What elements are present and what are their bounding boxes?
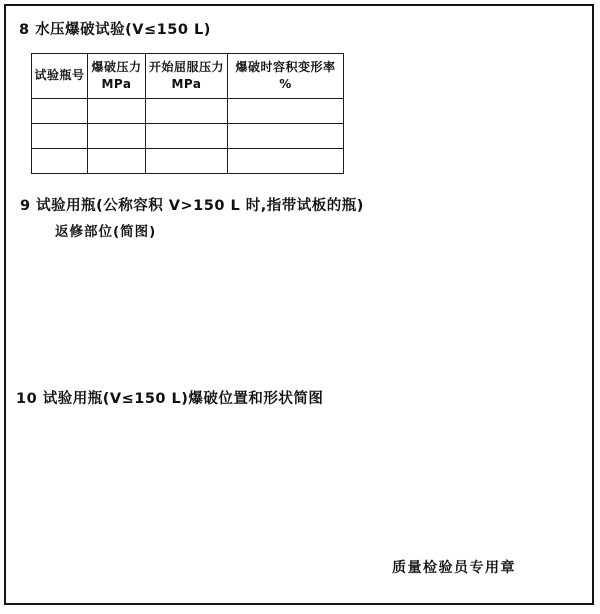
header-unit: MPa bbox=[101, 77, 132, 91]
section-8-title: 8 水压爆破试验(V≤150 L) bbox=[19, 22, 211, 38]
repair-sketch-area bbox=[16, 242, 582, 382]
table-row bbox=[32, 149, 344, 174]
section-10-title: 10 试验用瓶(V≤150 L)爆破位置和形状简图 bbox=[16, 391, 324, 407]
table-header-volume-deformation-rate bbox=[228, 54, 344, 99]
repair-location-sketch-label: 返修部位(简图) bbox=[55, 224, 157, 240]
table-header-yield-pressure bbox=[146, 54, 228, 99]
table-cell bbox=[88, 124, 146, 149]
table-cell bbox=[228, 99, 344, 124]
table-row bbox=[32, 124, 344, 149]
header-unit: % bbox=[279, 77, 292, 91]
table-cell bbox=[32, 99, 88, 124]
burst-test-table bbox=[31, 53, 344, 174]
burst-position-sketch-area bbox=[16, 410, 582, 550]
header-unit: MPa bbox=[171, 77, 202, 91]
table-cell bbox=[146, 149, 228, 174]
header-label: 开始屈服压力 bbox=[148, 59, 224, 74]
table-cell bbox=[88, 99, 146, 124]
header-label: 试验瓶号 bbox=[34, 68, 85, 83]
table-row bbox=[32, 99, 344, 124]
table-cell bbox=[228, 149, 344, 174]
table-header-burst-pressure bbox=[88, 54, 146, 99]
section-9-title: 9 试验用瓶(公称容积 V>150 L 时,指带试板的瓶) bbox=[20, 198, 364, 214]
table-cell bbox=[88, 149, 146, 174]
table-cell bbox=[32, 124, 88, 149]
header-label: 爆破压力 bbox=[91, 59, 142, 74]
table-cell bbox=[146, 99, 228, 124]
table-header-row bbox=[32, 54, 344, 99]
header-label: 爆破时容积变形率 bbox=[235, 59, 336, 74]
inspector-stamp-label: 质量检验员专用章 bbox=[392, 560, 516, 576]
table-cell bbox=[32, 149, 88, 174]
table-cell bbox=[228, 124, 344, 149]
page-border bbox=[4, 4, 594, 605]
table-cell bbox=[146, 124, 228, 149]
table-header-bottle-number bbox=[32, 54, 88, 99]
